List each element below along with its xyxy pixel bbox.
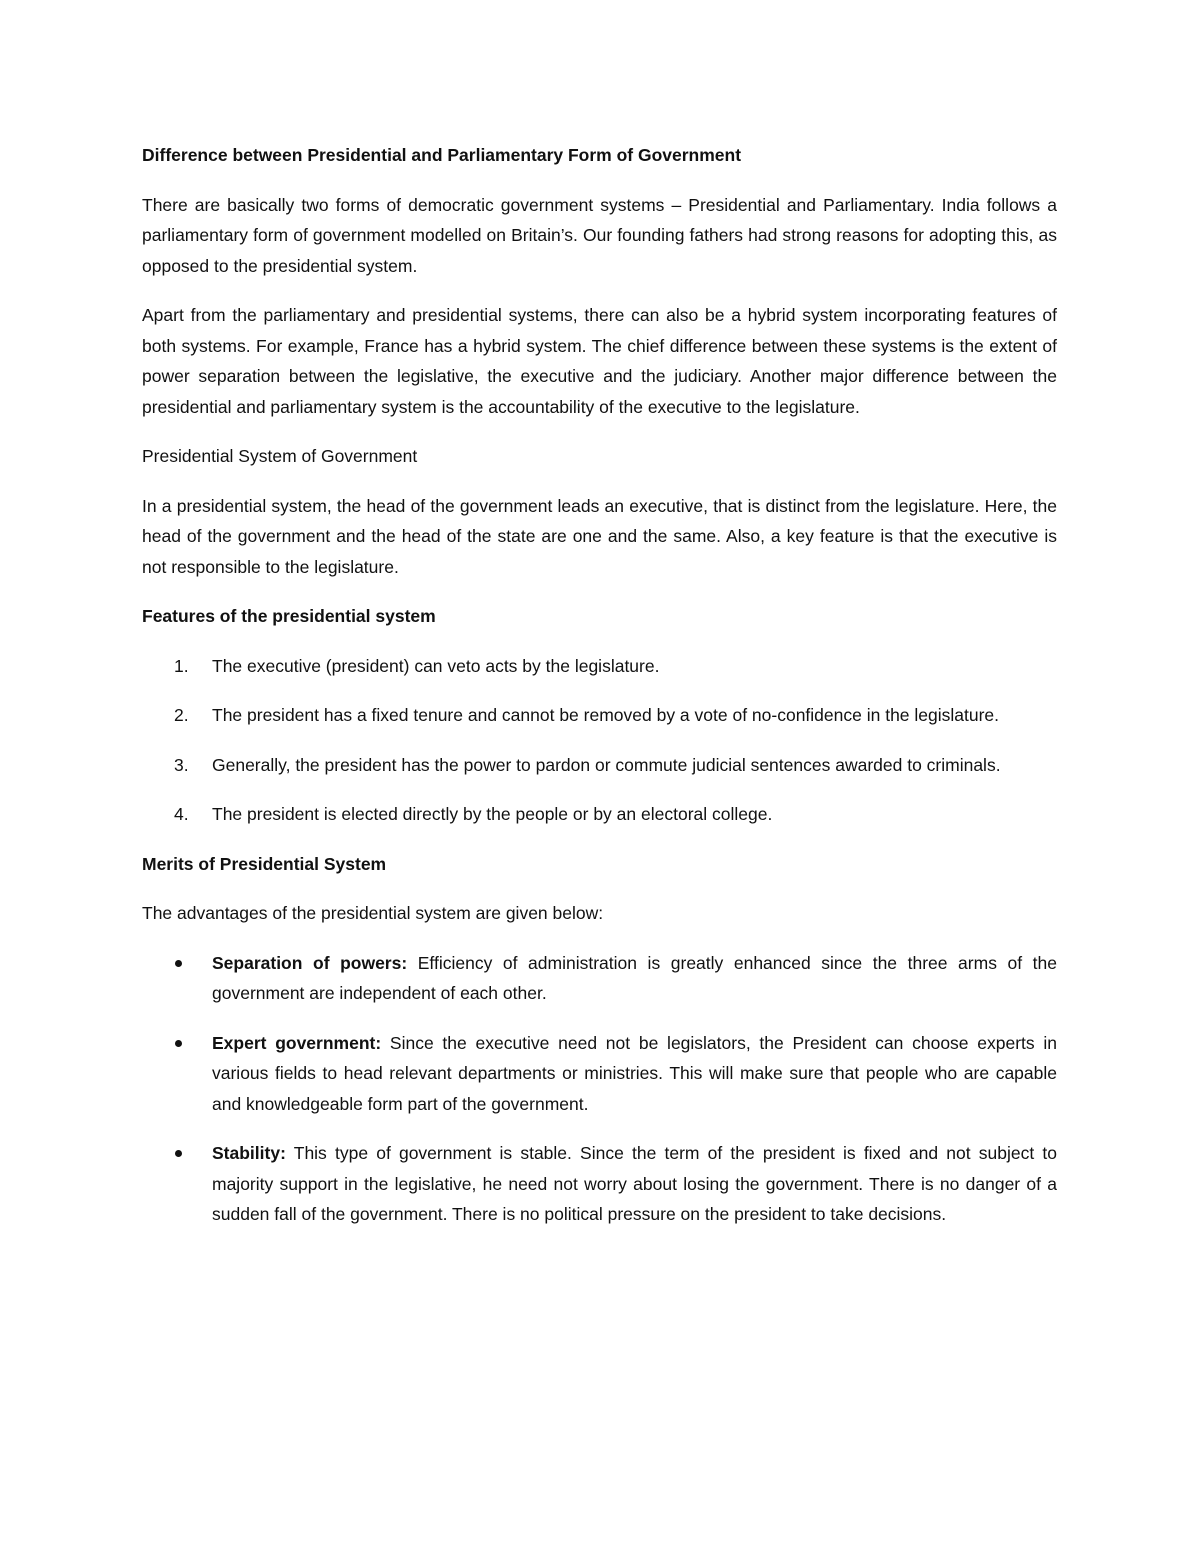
presidential-system-heading: Presidential System of Government xyxy=(142,446,418,466)
list-number: 4. xyxy=(174,804,189,824)
merit-text: Since the executive need not be legislators, the President can choose experts in various fields to head relevant departments or ministries. This will make sure that people who are capable and knowledgeable form part of the government. xyxy=(212,1032,1057,1114)
intro-paragraph-1: There are basically two forms of democratic government systems – Presidential and Parliamentary. India follows a parliamentary form of government modelled on Britain’s. Our founding fathers had strong reasons for adopting this, as opposed to the presidential system. xyxy=(142,194,1057,276)
list-number: 1. xyxy=(174,655,189,676)
merits-list xyxy=(142,948,1057,1230)
list-item-text: Generally, the president has the power to pardon or commute judicial sentences awarded to criminals. xyxy=(212,754,1001,775)
merit-text: Efficiency of administration is greatly enhanced since the three arms of the government are independent of each other. xyxy=(212,952,1057,1003)
list-item xyxy=(142,750,1057,781)
list-item xyxy=(142,948,1057,1009)
features-list xyxy=(142,651,1057,830)
merit-term: Stability: xyxy=(212,1143,286,1163)
list-item xyxy=(142,700,1057,731)
merit-term: Expert government: xyxy=(212,1032,382,1053)
intro-paragraph-2: Apart from the parliamentary and presidential systems, there can also be a hybrid system incorporating features of both systems. For example, France has a hybrid system. The chief difference between these systems is the extent of power separation between the legislative, the executive and the judiciary. Another major difference between the presidential and parliamentary system is the accountability of the executive to the legislature. xyxy=(142,305,1057,417)
list-item xyxy=(142,651,1057,682)
list-item-text: The president is elected directly by the people or by an electoral college. xyxy=(212,804,773,824)
document-title: Difference between Presidential and Parliamentary Form of Government xyxy=(142,145,742,165)
list-item xyxy=(142,799,1057,830)
merit-text: This type of government is stable. Since the term of the president is fixed and not subject to majority support in the legislative, he need not worry about losing the government. There is no danger of a sudden fall of the government. There is no political pressure on the president to take decisions. xyxy=(212,1143,1057,1224)
presidential-system-paragraph: In a presidential system, the head of the government leads an executive, that is distinct from the legislature. Here, the head of the government and the head of the state are one and the same. Also, a key feature is that the executive is not responsible to the legislature. xyxy=(142,495,1057,577)
bullet-icon xyxy=(175,960,182,967)
merit-term: Separation of powers: xyxy=(212,952,408,973)
list-number: 2. xyxy=(174,705,189,725)
list-item-text: The president has a fixed tenure and cannot be removed by a vote of no-confidence in the legislature. xyxy=(212,705,1000,725)
bullet-icon xyxy=(175,1040,182,1047)
merits-heading: Merits of Presidential System xyxy=(142,853,387,874)
list-item-text: The executive (president) can veto acts by the legislature. xyxy=(212,655,660,676)
list-number: 3. xyxy=(174,754,189,775)
features-heading: Features of the presidential system xyxy=(142,606,436,626)
document-page xyxy=(142,140,1057,1249)
list-item xyxy=(142,1138,1057,1230)
list-item xyxy=(142,1028,1057,1120)
merits-intro: The advantages of the presidential system are given below: xyxy=(142,903,604,923)
bullet-icon xyxy=(175,1150,182,1157)
